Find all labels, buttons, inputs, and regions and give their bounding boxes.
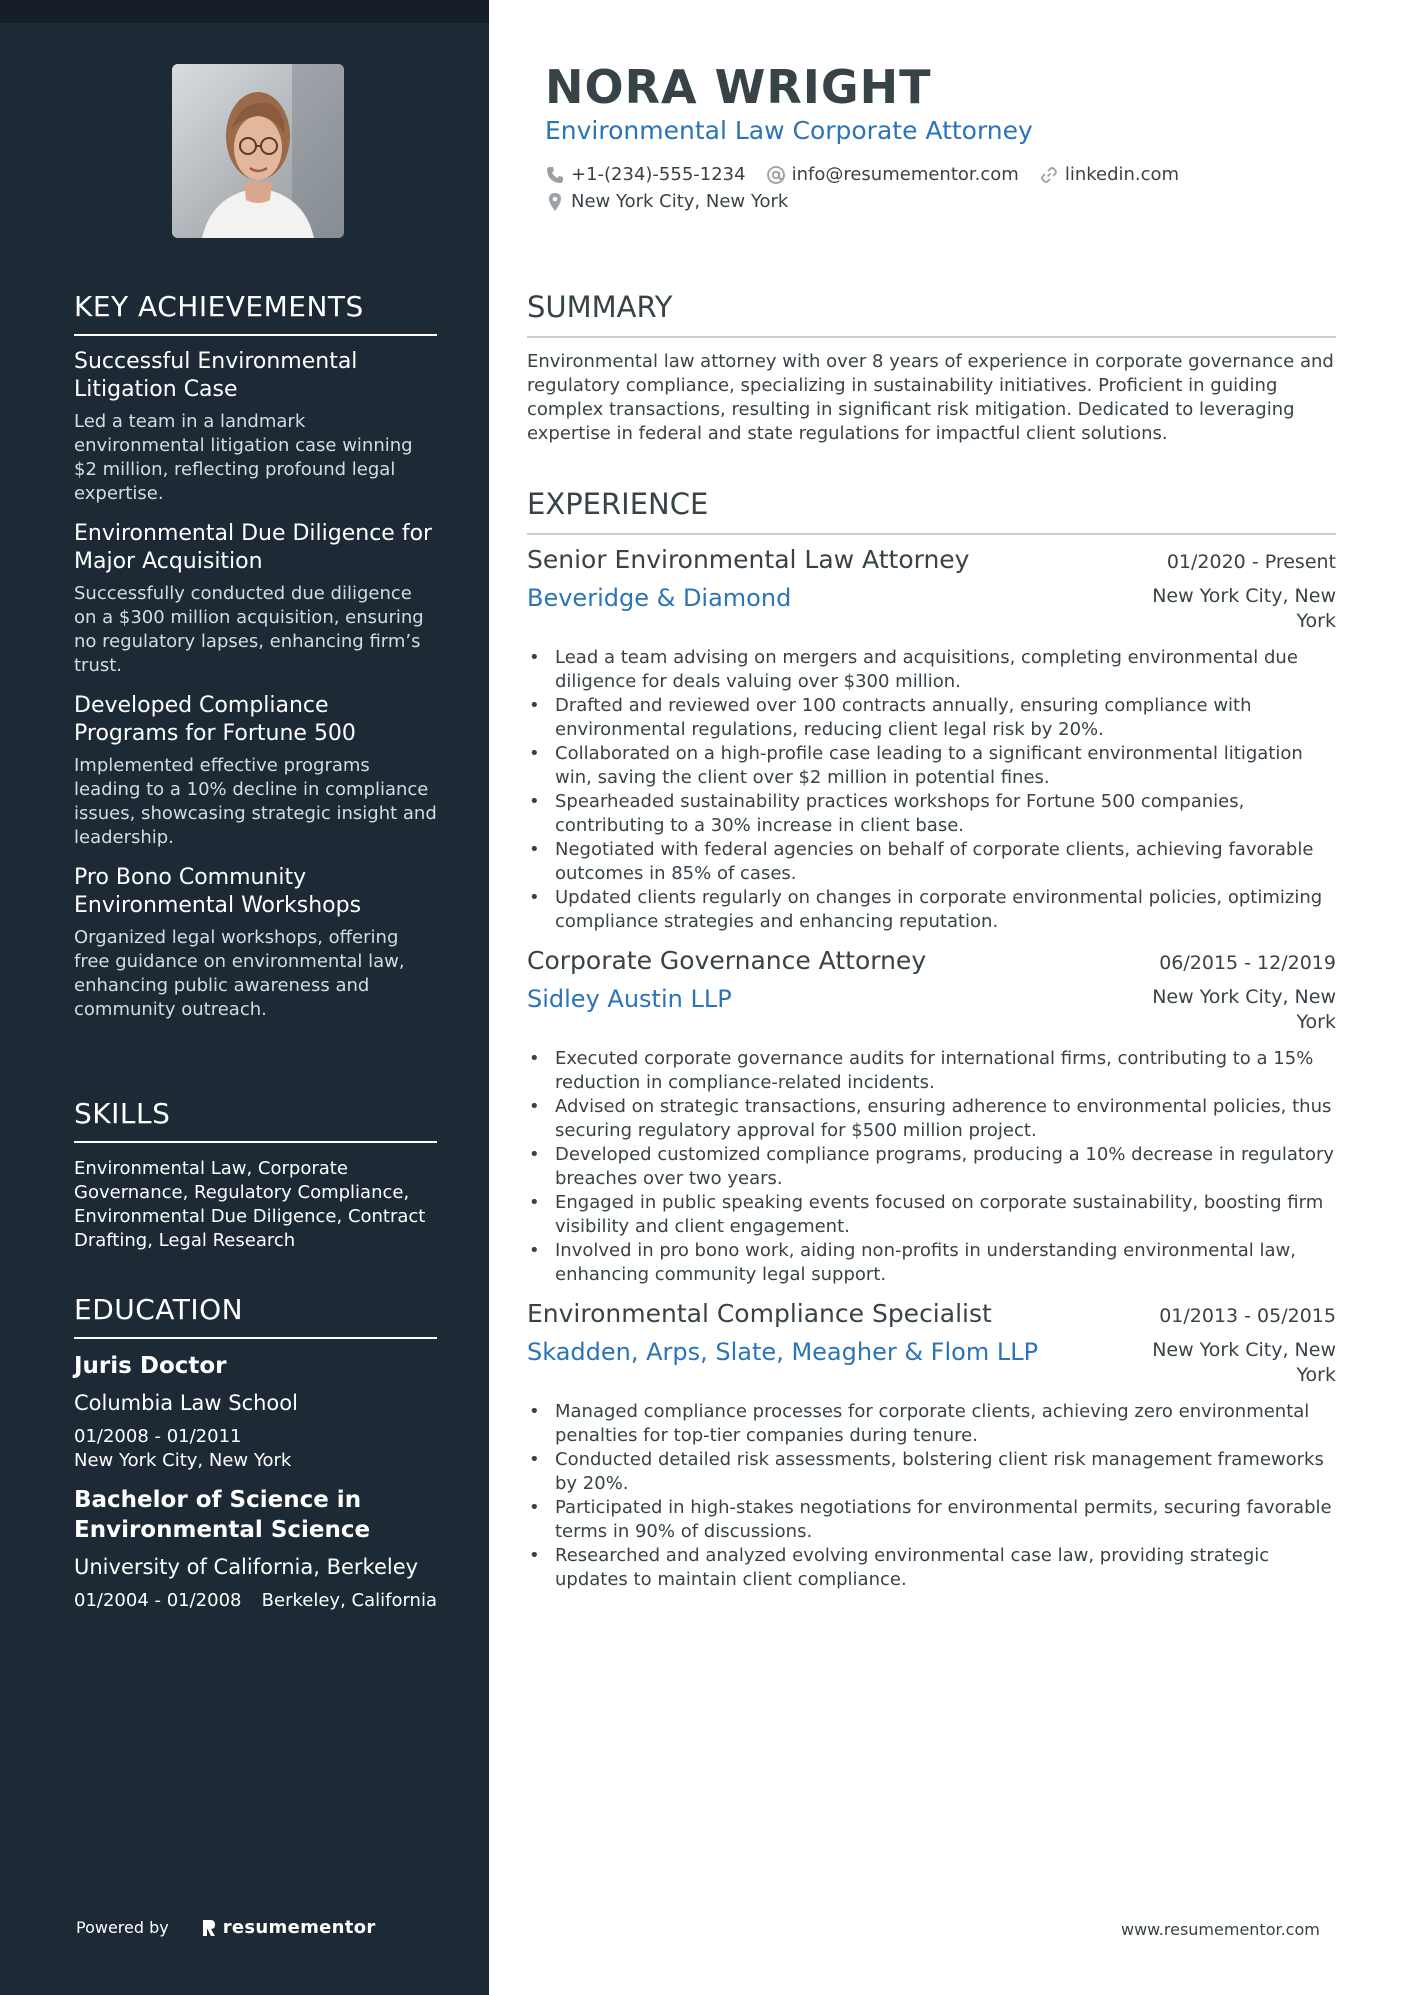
achievement-title: Developed Compliance Programs for Fortune 500 [74,693,356,746]
job-dates: 01/2013 - 05/2015 [1159,1305,1336,1327]
achievement-title: Successful Environmental Litigation Case [74,349,358,402]
achievement-title: Pro Bono Community Environmental Workshops [74,865,362,918]
job-bullets [527,646,1336,934]
achievements-heading: KEY ACHIEVEMENTS [74,290,437,336]
achievement-item [74,520,437,678]
bullet-item: • Involved in pro bono work, aiding non-profits in understanding environmental law, enhancing community legal support. [527,1239,1336,1287]
job-dates: 01/2020 - Present [1166,551,1336,573]
powered-by [76,1917,376,1938]
contact-row [545,164,1199,185]
phone-text: +1-(234)-555-1234 [571,164,746,185]
location-text: New York City, New York [571,191,789,212]
achievements-section [74,290,437,1022]
powered-by-label: Powered by [76,1918,169,1937]
bullet-item: • Lead a team advising on mergers and acquisitions, completing environmental due diligence for deals valuing over $300 million. [527,646,1336,694]
at-icon [766,165,786,185]
skills-list: Environmental Law, Corporate Governance, Regulatory Compliance, Environmental Due Diligence, Contract Drafting, Legal Research [74,1158,426,1251]
education-heading: EDUCATION [74,1293,437,1339]
achievement-item [74,864,437,1022]
sidebar-top-bar [0,0,489,23]
education-location: Berkeley, California [261,1590,437,1611]
achievement-desc: Successfully conducted due diligence on a $300 million acquisition, ensuring no regulatory lapses, enhancing firm’s trust. [74,583,424,676]
bullet-item: • Conducted detailed risk assessments, bolstering client risk management frameworks by 20%. [527,1448,1336,1496]
bullet-item: • Collaborated on a high-profile case leading to a significant environmental litigation win, saving the client over $2 million in potential fines. [527,742,1336,790]
job-location: New York City, New York [1152,986,1336,1033]
contact-phone[interactable] [545,164,746,185]
email-text: info@resumementor.com [791,164,1019,185]
brand-logo[interactable] [201,1917,376,1938]
sidebar [0,0,489,1995]
education-meta [74,1589,437,1613]
phone-icon [545,165,565,185]
achievement-desc: Implemented effective programs leading to a 10% decline in compliance issues, showcasing strategic insight and leadership. [74,755,437,848]
job-location: New York City, New York [1152,585,1336,632]
job-entry [527,545,1336,934]
summary-section [527,290,1336,446]
education-degree: Bachelor of Science in Environmental Science [74,1487,371,1543]
achievement-desc: Led a team in a landmark environmental litigation case winning $2 million, reflecting profound legal expertise. [74,411,413,504]
job-entry [527,946,1336,1287]
candidate-name: NORA WRIGHT [545,60,932,114]
job-bullets [527,1047,1336,1287]
experience-section [527,487,1336,1592]
education-dates: 01/2008 - 01/2011 [74,1426,242,1447]
job-bullets [527,1400,1336,1592]
skills-section [74,1097,437,1253]
bullet-item: • Managed compliance processes for corporate clients, achieving zero environmental penalties for top-tier companies during tenure. [527,1400,1336,1448]
job-title: Environmental Compliance Specialist [527,1299,992,1328]
summary-heading: SUMMARY [527,290,1336,338]
link-icon [1039,165,1059,185]
bullet-item: • Advised on strategic transactions, ensuring adherence to environmental policies, thus securing regulatory approval for $500 million project. [527,1095,1336,1143]
linkedin-text: linkedin.com [1064,164,1180,185]
bullet-item: • Drafted and reviewed over 100 contracts annually, ensuring compliance with environmental regulations, reducing client legal risk by 20%. [527,694,1336,742]
job-location: New York City, New York [1152,1339,1336,1386]
bullet-item: • Researched and analyzed evolving environmental case law, providing strategic updates to maintain client compliance. [527,1544,1336,1592]
profile-photo [172,64,344,238]
experience-heading: EXPERIENCE [527,487,1336,535]
brand-name: resumementor [222,1917,376,1938]
bullet-item: • Updated clients regularly on changes in corporate environmental policies, optimizing compliance strategies and enhancing reputation. [527,886,1336,934]
education-school: Columbia Law School [74,1391,298,1415]
job-dates: 06/2015 - 12/2019 [1159,952,1336,974]
brand-logo-icon [201,1918,217,1938]
footer-url[interactable]: www.resumementor.com [1121,1920,1320,1939]
achievement-desc: Organized legal workshops, offering free guidance on environmental law, enhancing public awareness and community outreach. [74,927,405,1020]
achievement-item [74,692,437,850]
contact-row-location [545,191,808,212]
skills-heading: SKILLS [74,1097,437,1143]
bullet-item: • Engaged in public speaking events focused on corporate sustainability, boosting firm visibility and client engagement. [527,1191,1336,1239]
job-title: Senior Environmental Law Attorney [527,545,970,574]
achievement-title: Environmental Due Diligence for Major Acquisition [74,521,433,574]
bullet-item: • Executed corporate governance audits for international firms, contributing to a 15% reduction in compliance-related incidents. [527,1047,1336,1095]
contact-email[interactable] [766,164,1019,185]
job-company: Beveridge & Diamond [527,584,792,612]
contact-linkedin[interactable] [1039,164,1179,185]
education-degree: Juris Doctor [74,1353,227,1379]
job-company: Sidley Austin LLP [527,985,732,1013]
job-company: Skadden, Arps, Slate, Meagher & Flom LLP [527,1338,1039,1366]
bullet-item: • Developed customized compliance programs, producing a 10% decrease in regulatory breaches over two years. [527,1143,1336,1191]
education-item [74,1351,437,1473]
location-pin-icon [545,192,565,212]
bullet-item: • Negotiated with federal agencies on behalf of corporate clients, achieving favorable outcomes in 85% of cases. [527,838,1336,886]
bullet-item: • Spearheaded sustainability practices workshops for Fortune 500 companies, contributing to a 30% increase in client base. [527,790,1336,838]
job-entry [527,1299,1336,1592]
education-item [74,1485,437,1613]
education-dates: 01/2004 - 01/2008 [74,1590,242,1611]
achievement-item [74,348,437,506]
candidate-title: Environmental Law Corporate Attorney [545,116,1033,145]
contact-location [545,191,788,212]
education-section [74,1293,437,1613]
summary-text: Environmental law attorney with over 8 years of experience in corporate governance and regulatory compliance, specializing in sustainability initiatives. Proficient in guiding complex transactions, resulting in significant risk mitigation. Dedicated to leveraging expertise in federal and state regulations for impactful client solutions. [527,351,1334,444]
education-location: New York City, New York [74,1450,292,1471]
bullet-item: • Participated in high-stakes negotiations for environmental permits, securing favorable terms in 90% of discussions. [527,1496,1336,1544]
job-title: Corporate Governance Attorney [527,946,927,975]
education-school: University of California, Berkeley [74,1555,419,1579]
